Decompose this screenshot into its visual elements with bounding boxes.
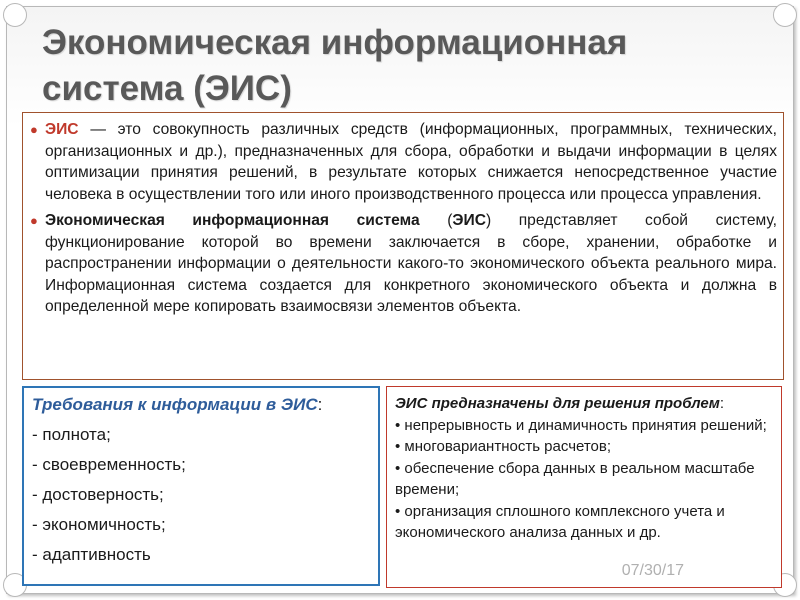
definition-term: ЭИС bbox=[45, 121, 79, 138]
purpose-title bbox=[395, 393, 773, 415]
slide-title bbox=[42, 20, 742, 112]
purpose-title-text: ЭИС предназначены для решения проблем bbox=[395, 395, 720, 412]
slide-title-line-2: система (ЭИС) bbox=[42, 69, 292, 108]
requirement-item: - достоверность; bbox=[32, 485, 164, 504]
definition-term: Экономическая информационная система bbox=[45, 212, 420, 229]
definition-text: ) представляет собой систему, функционирование которой во времени заключается в сборе, хранении, обработке и распространении информации о деятельности какого-то экономического объекта реального мира. Информационная система создается для конкретного экономического объекта и должна в определенной мере копировать взаимосвязи элементов объекта. bbox=[45, 212, 777, 315]
requirement-item: - полнота; bbox=[32, 425, 111, 444]
definition-abbr-open: ( bbox=[419, 212, 453, 229]
slide-title-line-1: Экономическая информационная bbox=[42, 23, 628, 62]
purpose-box bbox=[386, 386, 782, 588]
definition-text: — это совокупность различных средств (информационных, программных, технических, организационных и др.), предназначенных для сбора, обработки и выдачи информации в целях оптимизации принятия решений, в результате которых снижается непосредственное участие человека в осуществлении того или иного производственного процесса или процесса управления. bbox=[45, 121, 777, 203]
definition-paragraph-1 bbox=[31, 119, 777, 205]
requirements-title-text: Требования к информации в ЭИС bbox=[32, 395, 318, 414]
slide-date: 07/30/17 bbox=[621, 562, 684, 579]
bullet-icon: ● bbox=[30, 122, 38, 137]
requirement-item: - своевременность; bbox=[32, 455, 186, 474]
purpose-item: • организация сплошного комплексного учета и экономического анализа данных и др. bbox=[395, 502, 725, 541]
definition-abbr: ЭИС bbox=[452, 212, 486, 229]
definition-box bbox=[22, 112, 784, 380]
purpose-item: • обеспечение сбора данных в реальном масштабе времени; bbox=[395, 459, 755, 498]
purpose-item: • многовариантность расчетов; bbox=[395, 438, 612, 455]
requirements-title bbox=[32, 393, 370, 417]
frame-corner bbox=[3, 3, 27, 27]
requirements-title-colon: : bbox=[317, 395, 323, 414]
purpose-title-colon: : bbox=[719, 395, 725, 412]
frame-corner bbox=[773, 3, 797, 27]
definition-paragraph-2 bbox=[31, 210, 777, 318]
bullet-icon: ● bbox=[30, 213, 38, 228]
requirement-item: - адаптивность bbox=[32, 545, 151, 564]
purpose-item: • непрерывность и динамичность принятия решений; bbox=[395, 416, 767, 434]
requirements-box bbox=[22, 386, 380, 586]
requirement-item: - экономичность; bbox=[32, 515, 166, 534]
